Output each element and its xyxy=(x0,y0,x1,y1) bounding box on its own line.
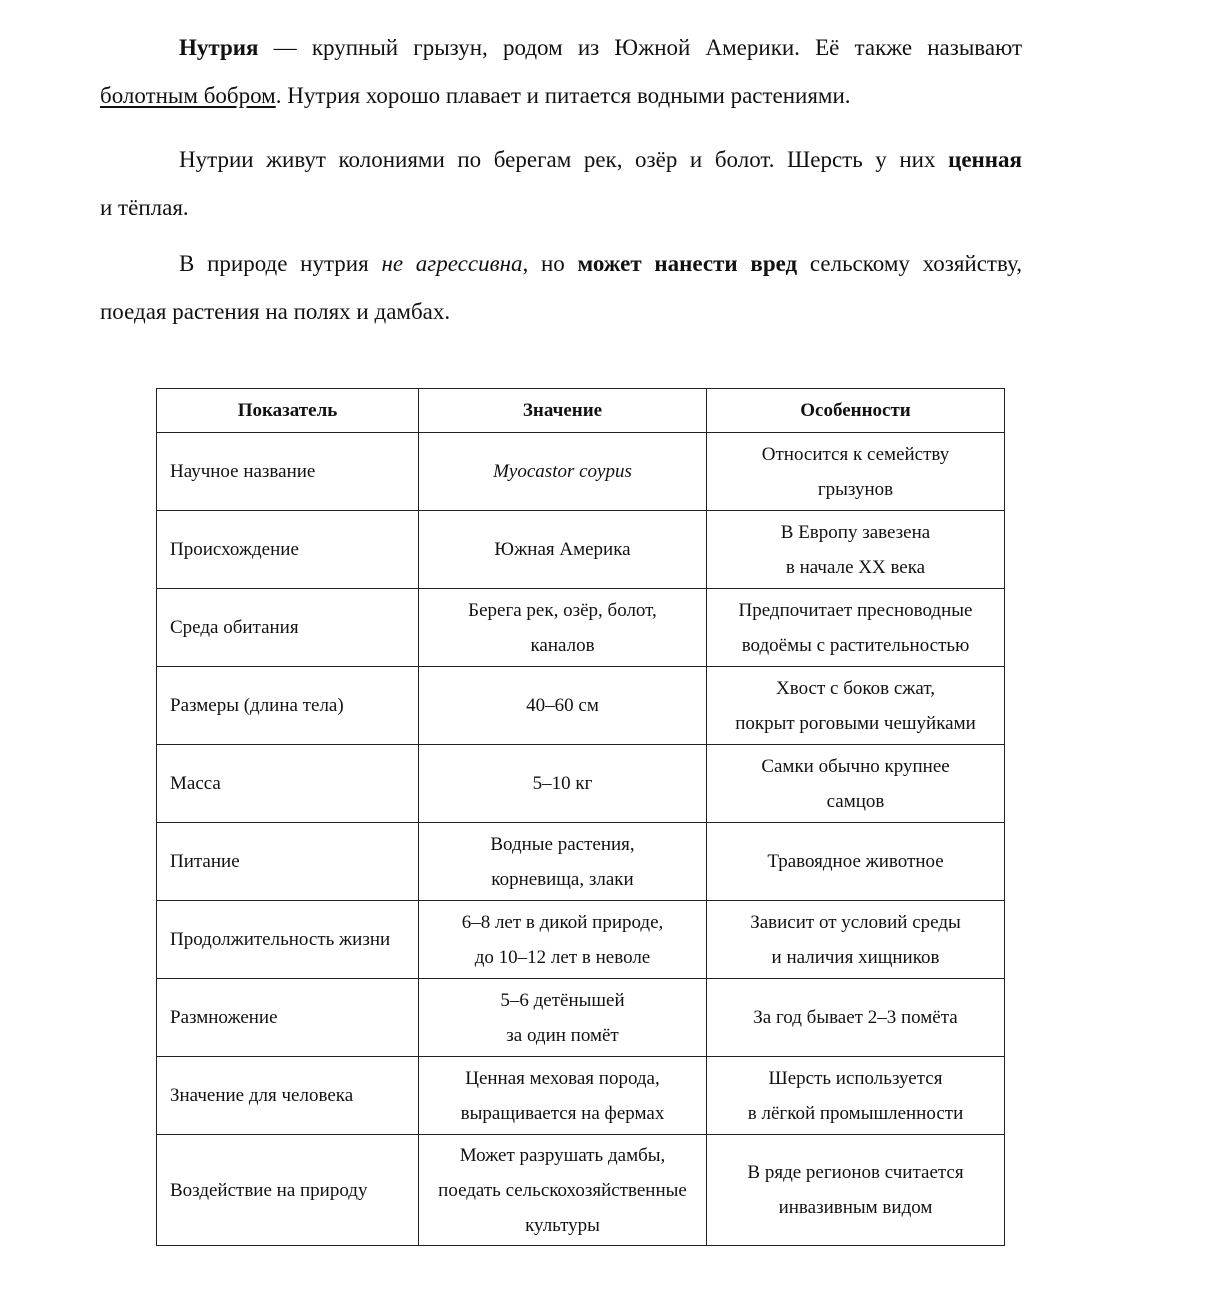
cell-line: и наличия хищников xyxy=(771,946,940,968)
cell-line: За год бывает 2–3 помёта xyxy=(753,1007,958,1028)
text-run: . Нутрия хорошо плавает и питается водными растениями. xyxy=(275,83,851,108)
cell-line: за один помёт xyxy=(506,1024,619,1046)
cell-notes xyxy=(707,979,1005,1057)
column-header-indicator: Показатель xyxy=(157,389,419,433)
cell-line: Берега рек, озёр, болот, xyxy=(468,599,657,621)
paragraph-line xyxy=(100,240,1022,288)
column-header-notes: Особенности xyxy=(707,389,1005,433)
cell-value xyxy=(419,901,707,979)
text-run: , но xyxy=(522,251,578,276)
paragraph-habitat xyxy=(100,136,1022,232)
cell-line: культуры xyxy=(525,1214,600,1236)
cell-indicator: Происхождение xyxy=(157,511,419,589)
cell-notes xyxy=(707,433,1005,511)
text-run: поедая растения на полях и дамбах. xyxy=(100,299,451,324)
term-bold: ценная xyxy=(948,147,1022,172)
column-header-value: Значение xyxy=(419,389,707,433)
table-row xyxy=(157,979,1005,1057)
paragraph-behavior xyxy=(100,240,1022,336)
text-run: — крупный грызун, родом из Южной Америки. Её также называют xyxy=(258,35,1022,60)
cell-line: Ценная меховая порода, xyxy=(465,1067,660,1089)
cell-line: до 10–12 лет в неволе xyxy=(474,946,651,968)
paragraph-line xyxy=(100,72,1022,120)
cell-line: В ряде регионов считается xyxy=(747,1162,964,1183)
cell-value xyxy=(419,1135,707,1246)
cell-notes xyxy=(707,901,1005,979)
cell-indicator: Воздействие на природу xyxy=(157,1135,419,1246)
cell-notes xyxy=(707,667,1005,745)
cell-indicator: Значение для человека xyxy=(157,1057,419,1135)
cell-line: корневища, злаки xyxy=(491,868,634,890)
table-row xyxy=(157,1135,1005,1246)
cell-notes xyxy=(707,1057,1005,1135)
cell-line: 6–8 лет в дикой природе, xyxy=(461,911,664,933)
table-row xyxy=(157,511,1005,589)
table-row xyxy=(157,589,1005,667)
text-run: сельскому хозяйству, xyxy=(797,251,1022,276)
cell-indicator: Продолжительность жизни xyxy=(157,901,419,979)
cell-line: Водные растения, xyxy=(490,833,635,855)
text-run: В природе нутрия xyxy=(179,251,382,276)
cell-notes xyxy=(707,511,1005,589)
cell-value xyxy=(419,667,707,745)
table-row xyxy=(157,433,1005,511)
cell-line: самцов xyxy=(826,790,885,812)
cell-value xyxy=(419,745,707,823)
cell-indicator: Среда обитания xyxy=(157,589,419,667)
cell-line: Самки обычно крупнее xyxy=(761,755,950,777)
cell-indicator: Масса xyxy=(157,745,419,823)
cell-indicator: Научное название xyxy=(157,433,419,511)
cell-line: Myocastor coypus xyxy=(493,461,632,482)
cell-line: Южная Америка xyxy=(494,539,631,560)
cell-notes xyxy=(707,745,1005,823)
cell-value xyxy=(419,1057,707,1135)
cell-value xyxy=(419,433,707,511)
cell-value xyxy=(419,589,707,667)
text-run: Нутрии живут колониями по берегам рек, озёр и болот. Шерсть у них xyxy=(179,147,949,172)
cell-line: Зависит от условий среды xyxy=(750,911,961,933)
cell-notes xyxy=(707,823,1005,901)
term-bold: Нутрия xyxy=(179,35,259,60)
term-underlined: болотным бобром xyxy=(100,83,276,108)
paragraph-intro xyxy=(100,24,1022,120)
cell-line: покрыт роговыми чешуйками xyxy=(735,712,976,734)
cell-line: 5–6 детёнышей xyxy=(500,989,625,1011)
cell-indicator: Питание xyxy=(157,823,419,901)
table-header-row xyxy=(157,389,1005,433)
cell-line: В Европу завезена xyxy=(780,521,931,543)
paragraph-line xyxy=(100,136,1022,184)
cell-line: инвазивным видом xyxy=(778,1197,933,1218)
table-row xyxy=(157,667,1005,745)
cell-indicator: Размножение xyxy=(157,979,419,1057)
paragraph-line xyxy=(100,24,1022,72)
cell-line: грызунов xyxy=(817,478,894,500)
table-row xyxy=(157,745,1005,823)
term-bold: может нанести вред xyxy=(577,251,798,276)
text-run: и тёплая. xyxy=(100,195,189,220)
table-row xyxy=(157,901,1005,979)
cell-value xyxy=(419,511,707,589)
cell-value xyxy=(419,823,707,901)
paragraph-line xyxy=(100,288,1022,336)
cell-line: Относится к семейству xyxy=(761,443,950,465)
paragraph-line xyxy=(100,184,1022,232)
facts-table xyxy=(156,388,1005,1246)
cell-notes xyxy=(707,1135,1005,1246)
table-row xyxy=(157,1057,1005,1135)
table-row xyxy=(157,823,1005,901)
cell-notes xyxy=(707,589,1005,667)
cell-line: Травоядное животное xyxy=(767,851,944,872)
cell-line: Шерсть используется xyxy=(768,1067,943,1089)
cell-value xyxy=(419,979,707,1057)
cell-line: 40–60 см xyxy=(526,695,599,716)
cell-line: поедать сельскохозяйственные xyxy=(438,1179,687,1201)
cell-line: в лёгкой промышленности xyxy=(747,1102,964,1124)
cell-indicator: Размеры (длина тела) xyxy=(157,667,419,745)
cell-line: Может разрушать дамбы, xyxy=(459,1144,666,1166)
cell-line: 5–10 кг xyxy=(532,773,593,794)
cell-line: каналов xyxy=(530,634,595,656)
cell-line: водоёмы с растительностью xyxy=(741,634,970,656)
cell-line: Хвост с боков сжат, xyxy=(776,677,935,699)
cell-line: Предпочитает пресноводные xyxy=(738,599,973,621)
cell-line: в начале XX века xyxy=(785,556,926,578)
cell-line: выращивается на фермах xyxy=(460,1102,665,1124)
term-italic: не агрессивна xyxy=(381,251,523,276)
